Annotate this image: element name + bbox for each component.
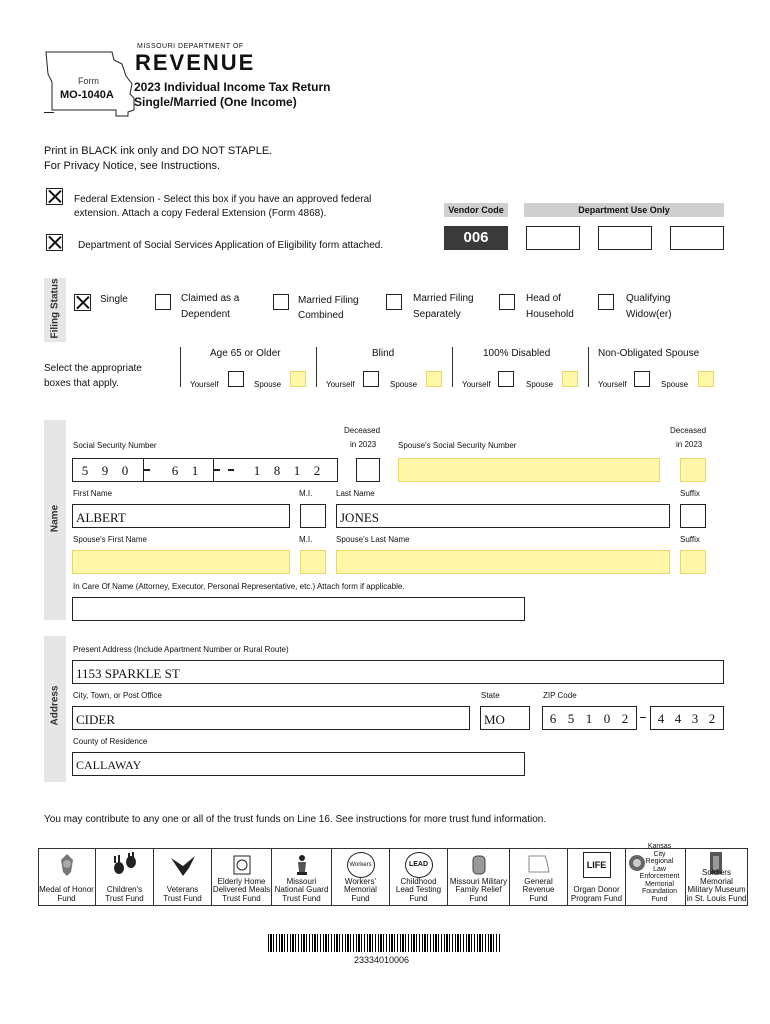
ssn-digit: 1 [253, 463, 261, 478]
disabled-spouse-checkbox[interactable] [562, 371, 578, 387]
zip-digit: 2 [621, 711, 629, 726]
blind-yourself-checkbox[interactable] [363, 371, 379, 387]
social-services-label: Department of Social Services Application of Eligibility form attached. [78, 240, 384, 251]
city-label: City, Town, or Post Office [73, 691, 162, 700]
zip-digit: 4 [657, 711, 665, 726]
vendor-code-value: 006 [444, 226, 508, 250]
zip-digit: 1 [585, 711, 593, 726]
zip-dash [640, 717, 646, 718]
married-separately-label-1: Married Filing [413, 293, 474, 304]
mi-label: M.I. [299, 489, 313, 498]
divider-1 [180, 347, 181, 387]
fund-soldiers-museum[interactable] [686, 848, 748, 906]
fund-label: Veterans Trust Fund [163, 885, 202, 903]
mi-field[interactable] [300, 504, 326, 528]
fund-label: Workers' Memorial Fund [344, 876, 377, 903]
ssn-field[interactable] [72, 458, 338, 482]
disabled-label: 100% Disabled [483, 348, 551, 359]
county-field[interactable]: CALLAWAY [72, 752, 525, 776]
spouse-mi-label: M.I. [299, 535, 313, 544]
ssn-dash [144, 469, 150, 471]
qualifying-widow-checkbox[interactable] [598, 294, 614, 310]
eagle-icon [169, 852, 197, 878]
zip-digit: 4 [674, 711, 682, 726]
dept-use-box-1 [526, 226, 580, 250]
spouse-ssn-field[interactable] [398, 458, 660, 482]
fund-label: General Revenue Fund [522, 876, 555, 903]
medal-icon [53, 852, 81, 878]
spouse-first-name-label: Spouse's First Name [73, 535, 147, 544]
instruction-line-2: For Privacy Notice, see Instructions. [44, 160, 221, 172]
address-section-label: Address [49, 685, 61, 726]
age65-yourself-label: Yourself [190, 380, 219, 389]
ssn-digit: 1 [191, 463, 199, 478]
claimed-dependent-label-1: Claimed as a [181, 293, 240, 304]
spouse-ssn-label: Spouse's Social Security Number [398, 441, 517, 450]
zip-digit: 3 [691, 711, 699, 726]
single-checkbox[interactable] [74, 294, 91, 311]
vendor-code-label: Vendor Code [444, 203, 508, 217]
fund-workers-memorial[interactable] [332, 848, 390, 906]
married-combined-label-1: Married Filing [298, 295, 359, 306]
form-word: Form [78, 76, 99, 86]
ssn-digit: 8 [273, 463, 281, 478]
fund-label: Missouri National Guard Trust Fund [274, 876, 329, 903]
fund-national-guard[interactable] [272, 848, 332, 906]
married-separately-checkbox[interactable] [386, 294, 402, 310]
married-combined-checkbox[interactable] [273, 294, 289, 310]
qualifying-widow-label-2: Widow(er) [626, 309, 672, 320]
department-small-label: MISSOURI DEPARTMENT OF [137, 43, 244, 50]
suffix-label: Suffix [680, 489, 700, 498]
fund-label: Elderly Home Delivered Meals Trust Fund [212, 876, 271, 903]
instruction-line-1: Print in BLACK ink only and DO NOT STAPLE. [44, 145, 273, 157]
spouse-last-name-field[interactable] [336, 550, 670, 574]
fund-military-family[interactable] [448, 848, 510, 906]
disabled-spouse-label: Spouse [526, 380, 554, 389]
present-address-field[interactable]: 1153 SPARKLE ST [72, 660, 724, 684]
ssn-label: Social Security Number [73, 441, 157, 450]
state-label: State [481, 691, 500, 700]
fund-label: Children's Trust Fund [105, 885, 144, 903]
age65-spouse-checkbox[interactable] [290, 371, 306, 387]
boxes-apply-label-2: boxes that apply. [44, 378, 119, 389]
filing-status-label: Filing Status [49, 278, 61, 339]
spouse-deceased-checkbox[interactable] [680, 458, 706, 482]
form-number: MO-1040A [60, 89, 114, 101]
fund-label: Organ Donor Program Fund [570, 885, 623, 903]
fund-elderly-meals[interactable] [212, 848, 272, 906]
fund-veterans-trust[interactable] [154, 848, 212, 906]
last-name-field[interactable]: JONES [336, 504, 670, 528]
divider-2 [316, 347, 317, 387]
spouse-suffix-field[interactable] [680, 550, 706, 574]
ssn-digit: 9 [101, 463, 109, 478]
disabled-yourself-checkbox[interactable] [498, 371, 514, 387]
name-section-label: Name [49, 504, 61, 533]
form-subtitle: Single/Married (One Income) [134, 95, 297, 109]
dept-use-box-3 [670, 226, 724, 250]
ssn-digit: 0 [121, 463, 129, 478]
fund-label: Soldiers Memorial Military Museum in St. Louis Fund [686, 868, 747, 903]
county-label: County of Residence [73, 737, 148, 746]
divider-3 [452, 347, 453, 387]
trust-fund-intro: You may contribute to any one or all of the trust funds on Line 16. See instructions for more trust fund information. [44, 814, 547, 825]
spouse-last-name-label: Spouse's Last Name [336, 535, 410, 544]
boxes-apply-label-1: Select the appropriate [44, 363, 142, 374]
blind-spouse-label: Spouse [390, 380, 418, 389]
fund-medal-of-honor[interactable] [38, 848, 96, 906]
claimed-dependent-checkbox[interactable] [155, 294, 171, 310]
zip-plus4-field[interactable] [650, 706, 724, 730]
nonobligated-label: Non-Obligated Spouse [598, 348, 700, 359]
federal-extension-label-1: Federal Extension - Select this box if you have an approved federal [74, 194, 372, 205]
meal-icon [228, 852, 256, 878]
nonobligated-yourself-checkbox[interactable] [634, 371, 650, 387]
ssn-digit: 5 [81, 463, 89, 478]
care-of-label: In Care Of Name (Attorney, Executor, Personal Representative, etc.) Attach form if applicable. [73, 582, 405, 591]
spouse-deceased-year-label: in 2023 [676, 440, 703, 449]
present-address-label: Present Address (Include Apartment Number or Rural Route) [73, 645, 289, 654]
federal-extension-checkbox[interactable] [46, 188, 63, 205]
zip-label: ZIP Code [543, 691, 577, 700]
married-combined-label-2: Combined [298, 310, 344, 321]
revenue-logo-text: REVENUE [135, 50, 256, 75]
spouse-suffix-label: Suffix [680, 535, 700, 544]
deceased-label: Deceased [344, 426, 381, 435]
zip-digit: 6 [549, 711, 557, 726]
fund-lead-testing[interactable] [390, 848, 448, 906]
handprints-icon [111, 852, 139, 878]
disabled-yourself-label: Yourself [462, 380, 491, 389]
dogtag-icon [465, 852, 493, 878]
fund-general-revenue[interactable] [510, 848, 568, 906]
claimed-dependent-label-2: Dependent [181, 309, 230, 320]
zip-field[interactable] [542, 706, 637, 730]
spouse-first-name-field[interactable] [72, 550, 290, 574]
single-label: Single [100, 294, 128, 305]
lead-icon: LEAD [405, 852, 433, 878]
dept-use-box-2 [598, 226, 652, 250]
social-services-checkbox[interactable] [46, 234, 63, 251]
suffix-field[interactable] [680, 504, 706, 528]
state-icon [525, 852, 553, 878]
workers-icon: Workers [347, 852, 375, 878]
guard-icon [288, 852, 316, 878]
zip-digit: 0 [603, 711, 611, 726]
head-household-label-2: Household [526, 309, 574, 320]
city-field[interactable]: CIDER [72, 706, 470, 730]
spouse-deceased-label: Deceased [670, 426, 707, 435]
head-household-checkbox[interactable] [499, 294, 515, 310]
fund-organ-donor[interactable] [568, 848, 626, 906]
ssn-dash [214, 469, 220, 471]
care-of-field[interactable] [72, 597, 525, 621]
first-name-label: First Name [73, 489, 113, 498]
barcode [268, 934, 501, 952]
fund-label: Medal of Honor Fund [39, 885, 94, 903]
divider-4 [588, 347, 589, 387]
ssn-digit: 2 [313, 463, 321, 478]
first-name-field[interactable]: ALBERT [72, 504, 290, 528]
department-use-label: Department Use Only [524, 203, 724, 217]
nonobligated-spouse-label: Spouse [661, 380, 689, 389]
life-icon: LIFE [583, 852, 611, 878]
barcode-number: 23334010006 [354, 955, 410, 965]
age65-yourself-checkbox[interactable] [228, 371, 244, 387]
ssn-digit: 6 [171, 463, 179, 478]
blind-label: Blind [372, 348, 395, 359]
ssn-digit: 1 [293, 463, 301, 478]
qualifying-widow-label-1: Qualifying [626, 293, 671, 304]
fund-label: Kansas City Regional Law Enforcement Memorial Foundation Fund [639, 843, 680, 903]
header-divider [44, 112, 54, 113]
last-name-label: Last Name [336, 489, 375, 498]
fund-label: Childhood Lead Testing Fund [395, 876, 442, 903]
blind-yourself-label: Yourself [326, 380, 355, 389]
federal-extension-label-2: extension. Attach a copy Federal Extension (Form 4868). [74, 208, 327, 219]
deceased-year-label: in 2023 [350, 440, 377, 449]
ssn-dash [228, 469, 234, 471]
blind-spouse-checkbox[interactable] [426, 371, 442, 387]
fund-label: Missouri Military Family Relief Fund [449, 876, 508, 903]
form-title: 2023 Individual Income Tax Return [134, 80, 331, 94]
head-household-label-1: Head of [526, 293, 562, 304]
nonobligated-spouse-checkbox[interactable] [698, 371, 714, 387]
fund-law-enforcement[interactable] [626, 843, 686, 906]
nonobligated-yourself-label: Yourself [598, 380, 627, 389]
married-separately-label-2: Separately [413, 309, 461, 320]
spouse-mi-field[interactable] [300, 550, 326, 574]
age65-label: Age 65 or Older [210, 348, 281, 359]
zip-digit: 2 [708, 711, 716, 726]
deceased-checkbox[interactable] [356, 458, 380, 482]
state-field[interactable]: MO [480, 706, 530, 730]
age65-spouse-label: Spouse [254, 380, 282, 389]
zip-digit: 5 [567, 711, 575, 726]
fund-childrens-trust[interactable] [96, 848, 154, 906]
